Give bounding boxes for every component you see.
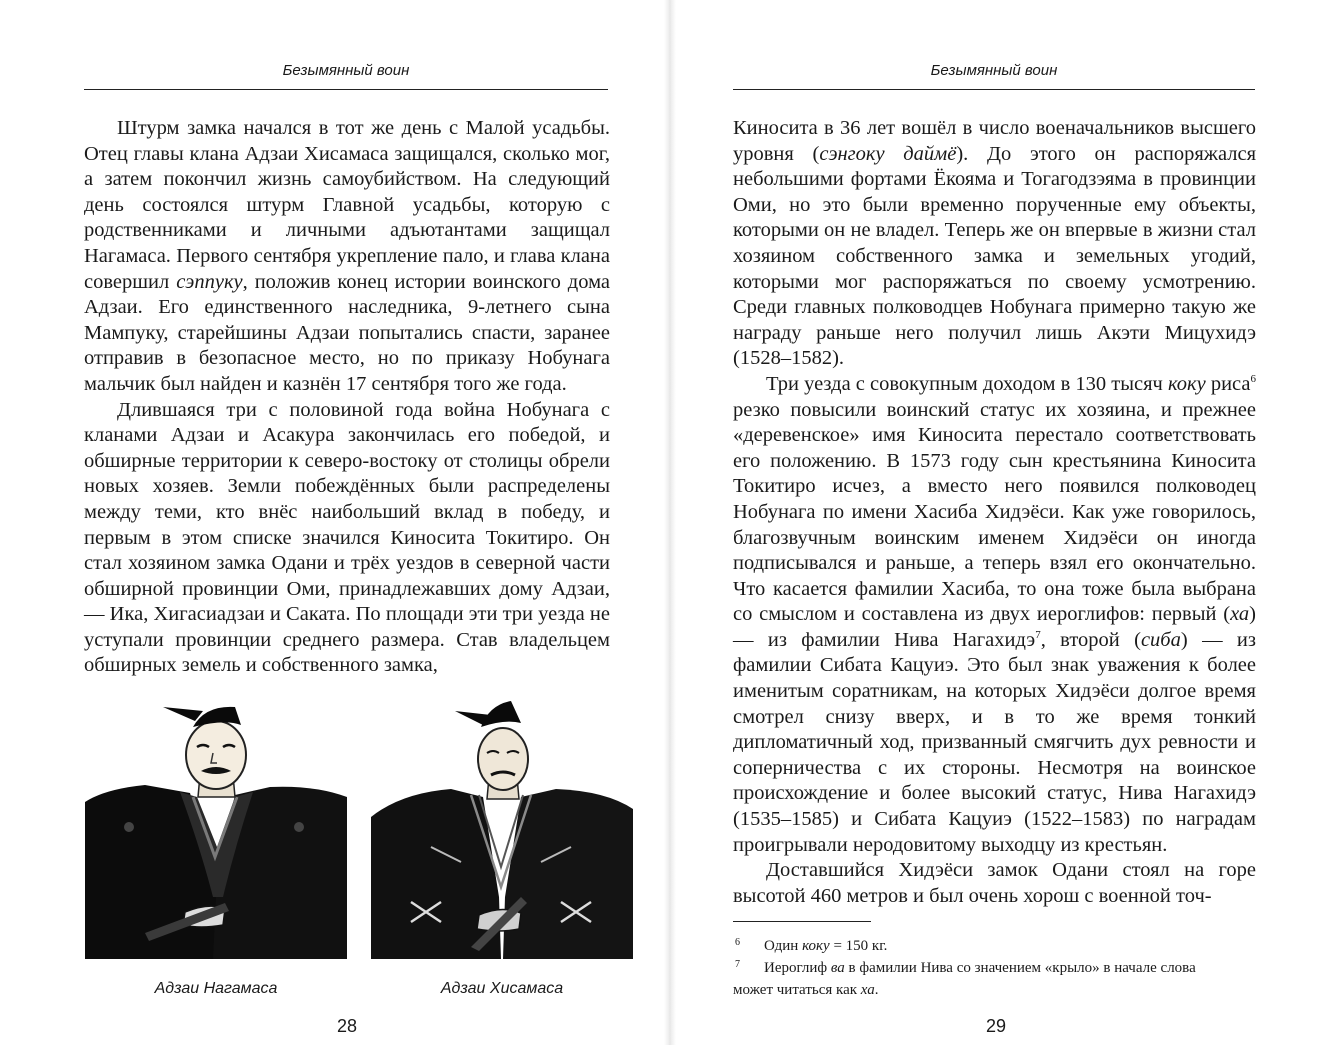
page-number: 28 (336, 1016, 358, 1036)
header-rule (733, 89, 1255, 90)
page-number: 29 (985, 1016, 1007, 1036)
footnote-ref: 6 (1250, 373, 1256, 386)
footnotes (733, 935, 1256, 1001)
paragraph: Три уезда с совокупным доходом в 130 тысяч коку риса$^6$ резко повысили воинский статус их хозяина, и прежнее «деревенское» имя Киносита перестало соответствовать его положению. В 1573 году сын крестьянина Киносита Токитиро исчез, а вместо него появился полководец Нобунага по имени Хасиба Хидэёси. Как уже говорилось, благозвучным воинским именем Хидэёси он иногда подписывался и раньше, а теперь взял его окончательно. Что касается фамилии Хасиба, то она тоже была выбрана со смыслом и составлена из двух иероглифов: первый (ха) — из фамилии Нива Нагахидэ$^7$, второй (сиба) — из фамилии Сибата Кацуиэ. Это был знак уважения к более именитым соратникам, на которых Хидэёси долгое время смотрел снизу вверх, и в то же время тонкий дипломатичный ход, призванный смягчить дух ревности и соперничества с их стороны. Несмотря на воинское происхождение и более высокий статус, Нива Нагахидэ (1535–1585) и Сибата Кацуиэ (1522–1583) по наградам проигрывали неродовитому выходцу из крестьян. (733, 372, 1257, 856)
footnote: 6 Один коку = 150 кг. (735, 937, 888, 954)
footnote: 7 Иероглиф ва в фамилии Нива со значением «крыло» в начале слова может читаться как ха. (733, 959, 1196, 998)
footnote-ref: 7 (1035, 629, 1041, 642)
body-text (733, 116, 1256, 909)
footnote-rule (733, 921, 871, 922)
caption-azai-nagamasa: Адзаи Нагамаса (154, 980, 278, 997)
header-rule (84, 89, 608, 90)
body-text (84, 116, 610, 679)
right-page (670, 0, 1339, 1045)
paragraph: Киносита в 36 лет вошёл в число военачальников высшего уровня (сэнгоку даймё). До этого он распоряжался небольшими фортами Ёкояма и Тогагодзэяма в провинции Оми, но это были временно порученные ему объекты, которыми он не владел. Теперь же он впервые в жизни стал хозяином собственного замка и земельных угодий, которыми мог распоряжаться по своему усмотрению. Среди главных полководцев Нобунага примерно такую же награду раньше него получил лишь Акэти Мицухидэ (1528–1582). (733, 117, 1257, 370)
portrait-azai-nagamasa (85, 697, 347, 959)
paragraph: Штурм замка начался в тот же день с Малой усадьбы. Отец главы клана Адзаи Хисамаса защищался, сколько мог, а затем покончил жизнь самоубийством. На следующий день состоялся штурм Главной усадьбы, которую с родственниками и личными адъютантами защищал Нагамаса. Первого сентября укрепление пало, и глава клана совершил сэппуку, положив конец истории воинского дома Адзаи. Его единственного наследника, 9-летнего сына Мампуку, старейшины Адзаи попытались спасти, заранее отправив в безопасное место, но по приказу Нобунага мальчик был найден и казнён 17 сентября того же года. (84, 117, 611, 395)
caption-azai-hisamasa: Адзаи Хисамаса (440, 980, 564, 997)
running-head: Безымянный воин (282, 62, 410, 79)
left-page (0, 0, 669, 1045)
paragraph: Длившаяся три с половиной года война Нобунага с кланами Адзаи и Асакура закончилась его победой, и обширные территории к северо-востоку от столицы обрели новых хозяев. Земли побеждённых были распределены между теми, кто внёс наибольший вклад в победу, и первым в этом списке значился Киносита Токитиро. Он стал хозяином замка Одани и трёх уездов в северной части обширной провинции Оми, принадлежавших дому Адзаи, — Ика, Хигасиадзаи и Саката. По площади эти три уезда не уступали провинции среднего размера. Став владельцем обширных земель и собственного замка, (84, 398, 610, 677)
portrait-azai-hisamasa (371, 697, 633, 959)
running-head: Безымянный воин (930, 62, 1058, 79)
paragraph: Доставшийся Хидэёси замок Одани стоял на горе высотой 460 метров и был очень хорош с военной точ- (733, 859, 1256, 907)
